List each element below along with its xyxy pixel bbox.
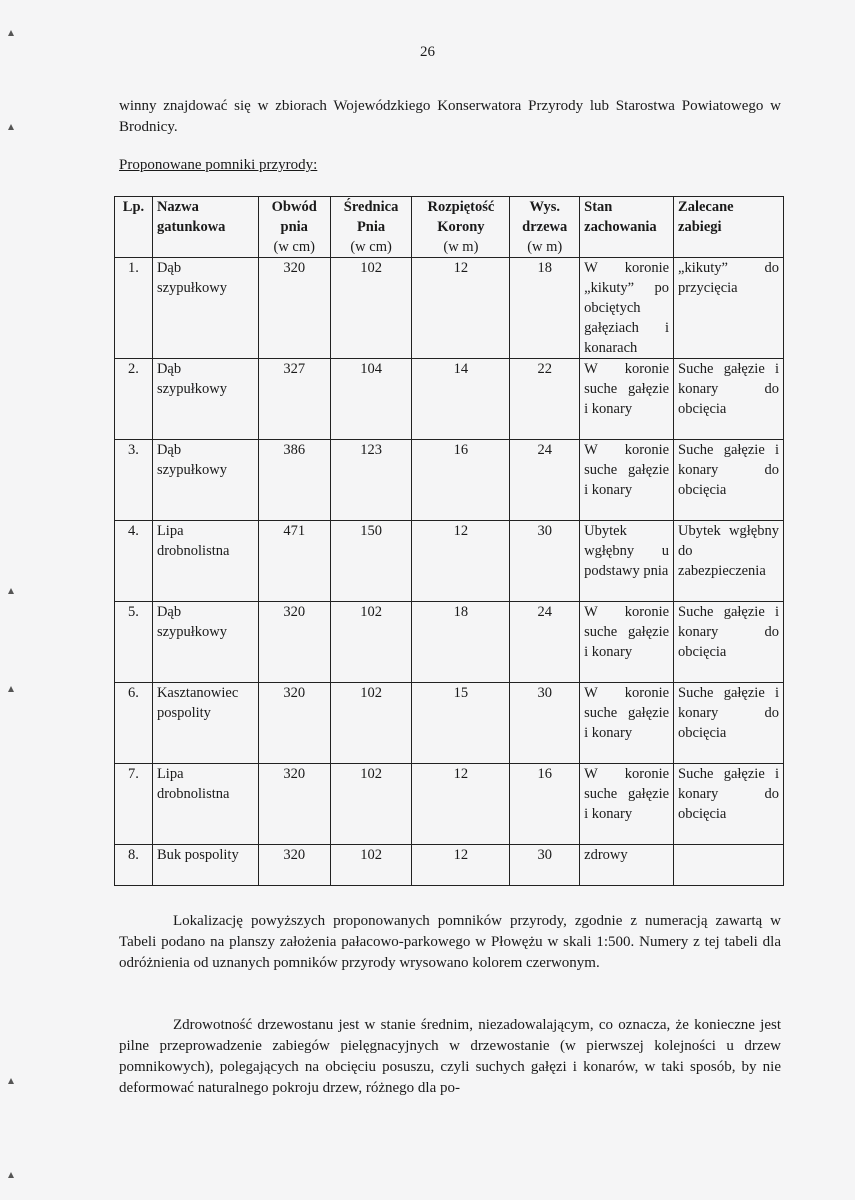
table-header-row (115, 197, 784, 258)
table-row (115, 359, 784, 440)
cell-diameter: 150 (330, 521, 412, 602)
cell-recommended: Suche gałęzie i konary do obcięcia (674, 602, 784, 683)
cell-diameter: 102 (330, 602, 412, 683)
table-row (115, 602, 784, 683)
cell-lp: 8. (115, 845, 153, 886)
cell-height: 30 (510, 521, 580, 602)
cell-condition: W koronie suche gałęzie i konary (580, 683, 674, 764)
header-recommended: Zalecane zabiegi (674, 197, 784, 258)
header-height-label: Wys. drzewa (522, 199, 568, 235)
cell-recommended: Suche gałęzie i konary do obcięcia (674, 359, 784, 440)
cell-lp: 6. (115, 683, 153, 764)
cell-crown: 12 (412, 764, 510, 845)
header-condition: Stan zachowania (580, 197, 674, 258)
cell-lp: 2. (115, 359, 153, 440)
table-row (115, 845, 784, 886)
header-crown-label: Rozpiętość Korony (427, 199, 495, 235)
cell-height: 22 (510, 359, 580, 440)
cell-crown: 12 (412, 258, 510, 359)
cell-species: Dąb szypułkowy (152, 602, 258, 683)
cell-condition: W koronie suche gałęzie i konary (580, 602, 674, 683)
monuments-table (114, 196, 784, 886)
cell-height: 30 (510, 845, 580, 886)
cell-diameter: 102 (330, 764, 412, 845)
cell-diameter: 102 (330, 258, 412, 359)
cell-circumference: 320 (258, 845, 330, 886)
cell-species: Lipa drobnolistna (152, 521, 258, 602)
cell-condition: Ubytek wgłębny u podstawy pnia (580, 521, 674, 602)
paragraph-location: Lokalizację powyższych proponowanych pomników przyrody, zgodnie z numeracją zawartą w Tabeli podano na planszy założenia pałacowo-parkowego w Płowężu w skali 1:500. Numery z tej tabeli dla odróżnienia od uznanych pomników przyrody wrysowano kolorem czerwonym. (119, 913, 781, 971)
cell-height: 30 (510, 683, 580, 764)
binder-hole-mark (8, 30, 14, 36)
cell-species: Dąb szypułkowy (152, 359, 258, 440)
cell-circumference: 320 (258, 683, 330, 764)
cell-crown: 15 (412, 683, 510, 764)
cell-crown: 18 (412, 602, 510, 683)
section-heading: Proponowane pomniki przyrody: (119, 157, 318, 173)
cell-diameter: 104 (330, 359, 412, 440)
cell-lp: 4. (115, 521, 153, 602)
cell-recommended: Suche gałęzie i konary do obcięcia (674, 683, 784, 764)
table-row (115, 440, 784, 521)
cell-height: 24 (510, 602, 580, 683)
cell-height: 24 (510, 440, 580, 521)
binder-hole-mark (8, 1172, 14, 1178)
binder-hole-mark (8, 124, 14, 130)
paragraph-health: Zdrowotność drzewostanu jest w stanie średnim, niezadowalającym, co oznacza, że konieczne jest pilne przeprowadzenie zabiegów pielęgnacyjnych w drzewostanie (w pierwszej kolejności u drzew pomnikowych), polegających na obcięciu posuszu, czyli suchych gałęzi i konarów, w taki sposób, by nie deformować naturalnego pokroju drzew, różnego dla po- (119, 1017, 781, 1096)
cell-height: 18 (510, 258, 580, 359)
cell-crown: 12 (412, 521, 510, 602)
cell-crown: 14 (412, 359, 510, 440)
header-crown (412, 197, 510, 258)
cell-lp: 1. (115, 258, 153, 359)
cell-lp: 3. (115, 440, 153, 521)
table-row (115, 258, 784, 359)
intro-text: winny znajdować się w zbiorach Wojewódzkiego Konserwatora Przyrody lub Starostwa Powiatowego w Brodnicy. (119, 98, 781, 135)
cell-condition: W koronie „kikuty” po obciętych gałęziach i konarach (580, 258, 674, 359)
cell-condition: W koronie suche gałęzie i konary (580, 764, 674, 845)
cell-circumference: 320 (258, 258, 330, 359)
cell-recommended: Ubytek wgłębny do zabezpieczenia (674, 521, 784, 602)
binder-hole-mark (8, 1078, 14, 1084)
cell-condition: zdrowy (580, 845, 674, 886)
table-row (115, 521, 784, 602)
header-circumference-label: Obwód pnia (271, 199, 317, 235)
cell-diameter: 102 (330, 683, 412, 764)
header-lp: Lp. (115, 197, 153, 258)
page-number: 26 (420, 44, 435, 60)
table-row (115, 683, 784, 764)
header-crown-unit: (w m) (443, 239, 479, 255)
header-diameter (330, 197, 412, 258)
cell-recommended: Suche gałęzie i konary do obcięcia (674, 764, 784, 845)
header-diameter-unit: (w cm) (350, 239, 392, 255)
cell-species: Buk pospolity (152, 845, 258, 886)
table-row (115, 764, 784, 845)
cell-crown: 12 (412, 845, 510, 886)
cell-lp: 7. (115, 764, 153, 845)
cell-crown: 16 (412, 440, 510, 521)
cell-lp: 5. (115, 602, 153, 683)
cell-circumference: 320 (258, 602, 330, 683)
header-species (152, 197, 258, 258)
cell-diameter: 102 (330, 845, 412, 886)
header-circumference (258, 197, 330, 258)
header-height (510, 197, 580, 258)
cell-circumference: 471 (258, 521, 330, 602)
cell-recommended: Suche gałęzie i konary do obcięcia (674, 440, 784, 521)
cell-diameter: 123 (330, 440, 412, 521)
cell-species: Kasztanowiec pospolity (152, 683, 258, 764)
cell-circumference: 386 (258, 440, 330, 521)
cell-recommended: „kikuty” do przycięcia (674, 258, 784, 359)
cell-species: Dąb szypułkowy (152, 258, 258, 359)
header-circumference-unit: (w cm) (273, 239, 315, 255)
cell-height: 16 (510, 764, 580, 845)
binder-hole-mark (8, 686, 14, 692)
cell-species: Dąb szypułkowy (152, 440, 258, 521)
binder-hole-mark (8, 588, 14, 594)
cell-species: Lipa drobnolistna (152, 764, 258, 845)
cell-recommended (674, 845, 784, 886)
cell-condition: W koronie suche gałęzie i konary (580, 359, 674, 440)
header-diameter-label: Średnica Pnia (343, 199, 399, 235)
cell-condition: W koronie suche gałęzie i konary (580, 440, 674, 521)
cell-circumference: 320 (258, 764, 330, 845)
header-species-label: Nazwa gatunkowa (156, 199, 226, 235)
header-height-unit: (w m) (527, 239, 563, 255)
cell-circumference: 327 (258, 359, 330, 440)
